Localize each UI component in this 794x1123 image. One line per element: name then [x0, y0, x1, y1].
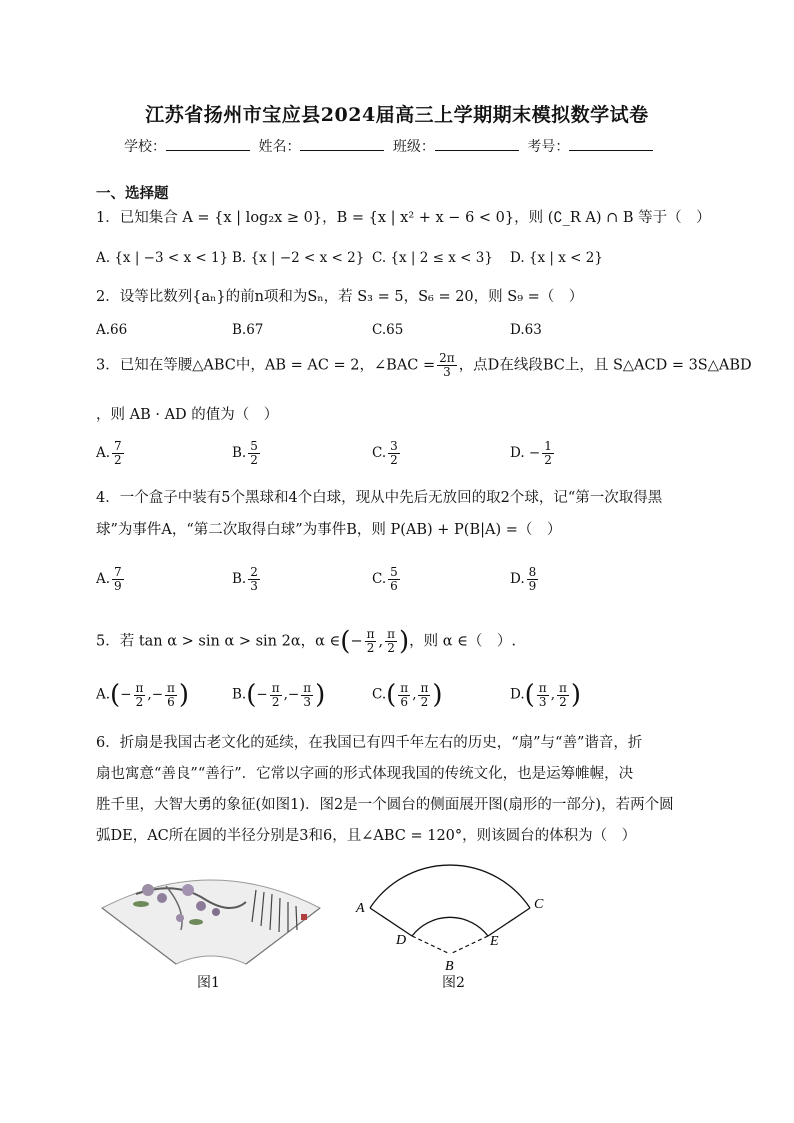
num: π [135, 680, 144, 695]
q3-a-num: 7 [114, 439, 122, 453]
arc-ac [370, 865, 530, 908]
q5-option-b: B.(− $\frac{\pi}{2}$ ,− $\frac{\pi}{3}$ ) [232, 680, 326, 710]
q2-option-b: B.67 [232, 322, 264, 338]
paren: ( [386, 680, 397, 710]
q3-text-a: 3．已知在等腰△ABC中，AB = AC = 2，∠BAC = [96, 357, 436, 374]
q3-text-b: ，点D在线段BC上，且 S△ACD = 3S△ABD [458, 357, 752, 374]
den: 2 [271, 694, 280, 709]
question-6-line2: 扇也寓意“善良”“善行”．它常以字画的形式体现我国的传统文化，也是运筹帷幄，决 [96, 766, 634, 782]
figure-2-caption: 图2 [442, 975, 465, 991]
figure-2-sector-diagram [350, 856, 560, 976]
class-label: 班级： [392, 139, 435, 155]
blossom [212, 908, 220, 916]
frac [537, 682, 549, 709]
q2-option-c: C.65 [372, 322, 404, 338]
q5-b-label: B. [232, 686, 247, 703]
q3-frac-den: 3 [443, 365, 451, 379]
q4-a-den: 9 [114, 579, 122, 593]
q3-a-frac [112, 440, 124, 467]
q5-option-d: D.( $\frac{\pi}{3}$ , $\frac{\pi}{2}$ ) [510, 680, 582, 710]
q3-option-d [510, 440, 556, 467]
question-6-line1: 6．折扇是我国古老文化的延续，在我国已有四千年左右的历史，“扇”与“善”谐音，折 [96, 735, 643, 751]
q3-b-den: 2 [250, 453, 258, 467]
frac [398, 682, 410, 709]
fan-body [102, 880, 320, 964]
paren: ) [570, 680, 582, 710]
segment-ce [488, 908, 530, 936]
q3-c-num: 3 [390, 439, 398, 453]
q5-il-num: π [366, 627, 375, 641]
segment-ad [370, 908, 412, 936]
figure-1-fan-image [96, 860, 326, 970]
label-b: B [445, 959, 454, 974]
blossom [157, 893, 167, 903]
blossom [142, 884, 154, 896]
q5-a-label: A. [96, 686, 111, 703]
q3-c-label: C. [372, 445, 387, 461]
q3-a-label: A. [96, 445, 111, 461]
figure-1-caption: 图1 [197, 975, 220, 991]
q3-frac-num: 2π [439, 351, 455, 365]
q4-b-num: 2 [250, 565, 258, 579]
section-heading: 一、选择题 [96, 185, 169, 202]
name-label: 姓名： [258, 139, 301, 155]
question-4-line1: 4．一个盒子中装有5个黑球和4个白球，现从中先后无放回的取2个球，记“第一次取得黑 [96, 490, 663, 506]
q5-ir-num: π [387, 627, 395, 641]
paren: ) [432, 680, 443, 710]
blossom [182, 884, 194, 896]
q3-d-frac [542, 440, 554, 467]
den: 6 [167, 694, 175, 709]
q4-option-c [372, 566, 402, 593]
q4-a-frac [112, 566, 124, 593]
question-6-line4: 弧DE，AC所在圆的半径分别是3和6，且∠ABC = 120°，则该圆台的体积为（ ） [96, 828, 637, 844]
blossom [176, 914, 184, 922]
leaf [189, 919, 203, 925]
seal-stamp [301, 914, 307, 920]
q3-b-label: B. [232, 445, 247, 461]
q3-option-a [96, 440, 126, 467]
school-label: 学校： [124, 139, 166, 155]
q3-d-den: 2 [544, 453, 552, 467]
paren: ( [110, 680, 121, 710]
exam-title: 江苏省扬州市宝应县2024届高三上学期期末模拟数学试卷 [145, 104, 649, 126]
q4-option-b [232, 566, 262, 593]
school-blank[interactable] [166, 136, 250, 151]
num: π [420, 680, 429, 695]
frac [134, 682, 146, 709]
q3-b-num: 5 [250, 439, 258, 453]
arc-de [412, 917, 488, 936]
q4-d-label: D. [510, 571, 525, 587]
question-3-line1 [96, 352, 752, 379]
q5-c-label: C. [372, 686, 387, 703]
num: π [558, 680, 567, 695]
num: π [303, 680, 312, 695]
den: 3 [303, 694, 311, 709]
q5-interval-left [365, 628, 377, 655]
q5-option-a: A.(− $\frac{\pi}{2}$ ,− $\frac{\pi}{6}$ ) [96, 680, 190, 710]
q4-b-label: B. [232, 571, 247, 587]
question-2: 2．设等比数列{aₙ}的前n项和为Sₙ，若 S₃ = 5，S₆ = 20，则 S₉ =（ ） [96, 289, 584, 305]
q4-a-label: A. [96, 571, 111, 587]
q3-a-den: 2 [114, 453, 122, 467]
q1-option-c: C. {x | 2 ≤ x < 3} [372, 250, 493, 266]
q5-text-a: 5．若 tan α > sin α > sin 2α，α ∈ [96, 633, 341, 650]
num: π [167, 680, 175, 695]
q3-angle-fraction [437, 352, 457, 379]
q5-close-paren: ) [398, 626, 410, 657]
den: 6 [400, 694, 409, 709]
frac [557, 682, 569, 709]
label-a: A [356, 901, 365, 916]
leaf [133, 901, 149, 907]
exam-number-label: 考号： [527, 139, 570, 155]
q4-d-den: 9 [528, 579, 537, 593]
q3-b-frac [248, 440, 260, 467]
q5-option-c: C.( $\frac{\pi}{6}$ , $\frac{\pi}{2}$ ) [372, 680, 443, 710]
blossom [196, 901, 206, 911]
num: π [271, 680, 280, 695]
q4-c-label: C. [372, 571, 387, 587]
q4-c-frac [388, 566, 400, 593]
q5-open-paren: ( [340, 626, 351, 657]
q5-text-b: ，则 α ∈（ ）. [409, 633, 516, 650]
frac [418, 682, 430, 709]
question-1: 1．已知集合 A = {x | log₂x ≥ 0}，B = {x | x² + x − 6 < 0}，则 (∁_R A) ∩ B 等于（ ） [96, 210, 711, 226]
den: 2 [135, 694, 144, 709]
frac [301, 682, 313, 709]
q3-option-c [372, 440, 402, 467]
q1-option-d: D. {x | x < 2} [510, 250, 603, 266]
frac [270, 682, 282, 709]
label-c: C [534, 897, 544, 912]
paren: ( [246, 680, 257, 710]
num: π [400, 680, 409, 695]
q5-ir-den: 2 [387, 641, 395, 655]
label-d: D [396, 933, 407, 948]
q3-c-den: 2 [390, 453, 398, 467]
q3-d-label: D. − [510, 445, 541, 461]
num: π [538, 680, 547, 695]
name-blank[interactable] [300, 136, 384, 151]
exam-number-blank[interactable] [569, 136, 653, 151]
q2-option-a: A.66 [96, 322, 128, 338]
q3-d-num: 1 [544, 439, 552, 453]
q4-d-num: 8 [528, 565, 537, 579]
q2-option-d: D.63 [510, 322, 542, 338]
q4-option-d [510, 566, 540, 593]
question-4-line2: 球”为事件A，“第二次取得白球”为事件B，则 P(AB) + P(B|A) =（ ） [96, 522, 562, 538]
den: 3 [538, 694, 547, 709]
q5-interval-right [385, 628, 397, 655]
den: 2 [559, 694, 567, 709]
question-3-line2: ，则 AB · AD 的值为（ ） [96, 407, 279, 423]
den: 2 [420, 694, 429, 709]
q4-d-frac [527, 566, 539, 593]
dashed-eb [450, 936, 488, 954]
q4-b-den: 3 [250, 579, 258, 593]
q5-d-label: D. [510, 686, 525, 703]
q4-c-den: 6 [390, 579, 398, 593]
q5-il-den: 2 [366, 641, 375, 655]
q4-option-a [96, 566, 126, 593]
q1-option-a: A. {x | −3 < x < 1} [96, 250, 229, 266]
class-blank[interactable] [435, 136, 519, 151]
frac [165, 682, 177, 709]
question-6-line3: 胜千里，大智大勇的象征(如图1)．图2是一个圆台的侧面展开图(扇形的一部分)，若两个圆 [96, 797, 674, 813]
q3-option-b [232, 440, 262, 467]
q4-a-num: 7 [114, 565, 122, 579]
label-e: E [490, 934, 499, 949]
student-info-line [124, 136, 657, 156]
question-5: 5．若 tan α > sin α > sin 2α，α ∈(− $\frac{\pi}{2}$ , $\frac{\pi}{2}$ )，则 α ∈（ ）. [96, 626, 516, 657]
paren: ) [178, 680, 190, 710]
q3-c-frac [388, 440, 400, 467]
q4-c-num: 5 [390, 565, 398, 579]
q1-option-b: B. {x | −2 < x < 2} [232, 250, 365, 266]
dashed-db [412, 936, 450, 954]
q4-b-frac [248, 566, 260, 593]
paren: ) [315, 680, 326, 710]
paren: ( [524, 680, 535, 710]
